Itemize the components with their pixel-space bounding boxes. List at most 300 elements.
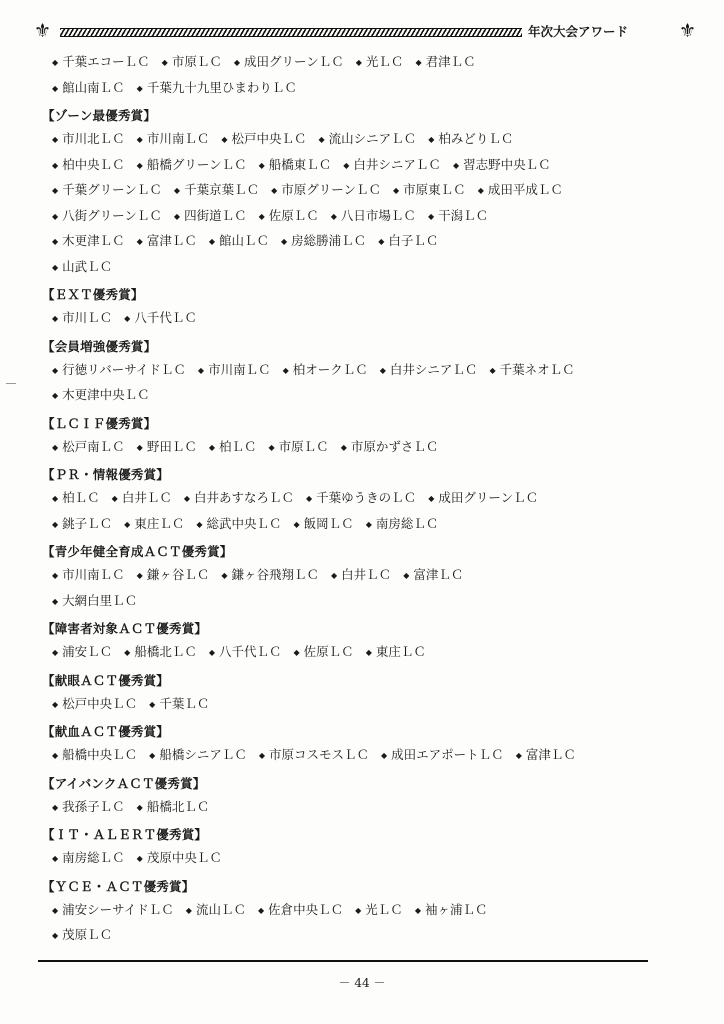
club-row [42, 691, 682, 717]
club-item [52, 152, 125, 179]
club-name: 八街グリーンＬＣ [62, 207, 162, 223]
club-name: 山武ＬＣ [62, 258, 113, 274]
diamond-bullet-icon: ◆ [197, 365, 205, 375]
club-name: 佐倉中央ＬＣ [268, 901, 344, 917]
club-item [378, 228, 438, 255]
diamond-bullet-icon: ◆ [52, 596, 59, 606]
diamond-bullet-icon: ◆ [52, 186, 59, 195]
club-name: 千葉グリーンＬＣ [62, 182, 162, 197]
diamond-bullet-icon: ◆ [355, 905, 362, 915]
club-name: 浦安ＬＣ [62, 644, 113, 659]
club-item [112, 485, 172, 512]
club-item [428, 203, 488, 230]
club-item [52, 691, 137, 718]
club-item [453, 152, 551, 179]
club-item [489, 357, 574, 384]
club-name: 市原コスモスＬＣ [269, 747, 370, 762]
diamond-bullet-icon: ◆ [208, 237, 215, 246]
section-heading: 【献血ＡＣＴ優秀賞】 [42, 724, 170, 739]
club-item [381, 742, 504, 769]
club-item [415, 49, 475, 76]
club-name: 佐原ＬＣ [268, 207, 319, 223]
award-section-lcif [42, 413, 682, 460]
club-item [137, 75, 297, 102]
club-item [415, 897, 488, 924]
club-name: 行徳リバーサイドＬＣ [62, 361, 186, 377]
diamond-bullet-icon: ◆ [258, 751, 265, 760]
diamond-bullet-icon: ◆ [136, 854, 143, 863]
margin-mark [6, 383, 16, 384]
club-row [42, 203, 682, 229]
club-name: 干潟ＬＣ [438, 207, 489, 223]
club-row [42, 357, 682, 383]
club-item [52, 511, 112, 538]
club-name: 千葉ＬＣ [159, 695, 210, 711]
club-name: 松戸南ＬＣ [62, 438, 125, 454]
club-item [52, 485, 100, 512]
club-item [52, 922, 112, 949]
section-heading: 【ＥＸＴ優秀賞】 [42, 287, 144, 302]
award-section-continued [42, 49, 682, 100]
club-name: 館山ＬＣ [219, 233, 270, 248]
diamond-bullet-icon: ◆ [52, 699, 59, 709]
club-row [42, 49, 682, 75]
diamond-bullet-icon: ◆ [161, 58, 168, 67]
diamond-bullet-icon: ◆ [52, 854, 59, 863]
diamond-bullet-icon: ◆ [427, 211, 435, 221]
club-item [184, 485, 294, 512]
section-heading: 【アイバンクＡＣＴ優秀賞】 [42, 775, 206, 791]
club-name: 市川南ＬＣ [146, 131, 210, 146]
diamond-bullet-icon: ◆ [268, 442, 275, 452]
club-row [42, 177, 682, 203]
award-section-zone [42, 105, 682, 279]
diamond-bullet-icon: ◆ [331, 571, 338, 580]
club-item [174, 203, 247, 230]
diamond-bullet-icon: ◆ [282, 365, 289, 375]
club-item [380, 357, 478, 384]
club-name: 千葉九十九里ひまわりＬＣ [146, 79, 297, 95]
club-item [294, 639, 354, 666]
club-name: 飯岡ＬＣ [303, 515, 354, 531]
diamond-bullet-icon: ◆ [196, 519, 203, 529]
diamond-bullet-icon: ◆ [365, 519, 372, 529]
diamond-bullet-icon: ◆ [52, 751, 59, 760]
club-name: 市原東ＬＣ [403, 182, 466, 197]
section-heading: 【ＹＣＥ・ＡＣＴ優秀賞】 [42, 878, 195, 894]
club-name: 白井あすなろＬＣ [194, 490, 295, 505]
club-item [331, 203, 416, 230]
diamond-bullet-icon: ◆ [428, 494, 435, 503]
diamond-bullet-icon: ◆ [515, 751, 522, 760]
diamond-bullet-icon: ◆ [330, 211, 337, 221]
award-section-ext [42, 284, 682, 331]
club-item [52, 203, 162, 230]
club-item [319, 126, 417, 153]
club-item [52, 588, 137, 615]
club-item [137, 228, 197, 255]
club-item [149, 742, 247, 769]
club-name: 習志野中央ＬＣ [463, 156, 551, 172]
club-item [124, 639, 197, 666]
diamond-bullet-icon: ◆ [52, 135, 59, 144]
club-name: 白子ＬＣ [388, 233, 439, 248]
club-row [42, 254, 682, 280]
diamond-bullet-icon: ◆ [52, 571, 59, 580]
diamond-bullet-icon: ◆ [136, 83, 143, 93]
club-name: 船橋グリーンＬＣ [146, 156, 247, 172]
diamond-bullet-icon: ◆ [343, 160, 350, 170]
award-section-eye [42, 670, 682, 717]
diamond-bullet-icon: ◆ [185, 905, 192, 915]
diamond-bullet-icon: ◆ [428, 135, 435, 144]
diamond-bullet-icon: ◆ [183, 494, 190, 503]
diamond-bullet-icon: ◆ [414, 905, 421, 915]
club-name: 成田グリーンＬＣ [244, 54, 344, 69]
diamond-bullet-icon: ◆ [271, 186, 278, 195]
club-item [52, 742, 137, 769]
section-heading: 【会員増強優秀賞】 [42, 338, 157, 354]
club-item [209, 434, 257, 461]
header-hatched-bar [60, 28, 522, 37]
club-item [137, 152, 247, 179]
club-item [124, 511, 184, 538]
diamond-bullet-icon: ◆ [208, 648, 215, 657]
diamond-bullet-icon: ◆ [393, 186, 400, 195]
club-row [42, 485, 682, 511]
diamond-bullet-icon: ◆ [415, 58, 422, 67]
diamond-bullet-icon: ◆ [452, 160, 460, 170]
club-name: 富津ＬＣ [413, 567, 464, 582]
diamond-bullet-icon: ◆ [52, 58, 59, 67]
club-item [259, 742, 369, 769]
club-item [137, 794, 210, 821]
diamond-bullet-icon: ◆ [173, 186, 181, 195]
club-name: 光ＬＣ [365, 54, 404, 69]
club-name: 市川南ＬＣ [208, 361, 271, 377]
club-item [209, 639, 282, 666]
club-item [196, 511, 281, 538]
club-item [137, 434, 197, 461]
club-item [52, 254, 112, 281]
club-item [428, 126, 513, 153]
section-heading: 【ゾーン最優秀賞】 [42, 108, 157, 123]
club-row [42, 228, 682, 254]
club-item [52, 897, 174, 924]
club-item [52, 845, 125, 872]
club-name: 銚子ＬＣ [62, 515, 113, 531]
diamond-bullet-icon: ◆ [136, 802, 143, 812]
club-name: 八千代ＬＣ [219, 644, 282, 659]
club-row [42, 639, 682, 665]
club-row [42, 511, 682, 537]
diamond-bullet-icon: ◆ [208, 442, 215, 452]
club-name: 流山シニアＬＣ [328, 131, 417, 146]
club-name: 鎌ヶ谷ＬＣ [146, 567, 210, 582]
club-item [52, 639, 112, 666]
club-item [221, 562, 319, 589]
club-item [331, 562, 391, 589]
club-name: 白井シニアＬＣ [389, 361, 478, 377]
section-heading: 【献眼ＡＣＴ優秀賞】 [42, 672, 170, 688]
club-item [52, 305, 112, 332]
award-section-italert [42, 824, 682, 871]
club-item [366, 639, 426, 666]
club-item [234, 49, 344, 76]
section-heading: 【障害者対象ＡＣＴ優秀賞】 [42, 621, 208, 636]
club-item [306, 485, 416, 512]
diamond-bullet-icon: ◆ [365, 648, 372, 657]
club-item [52, 126, 125, 153]
club-name: 船橋北ＬＣ [146, 798, 210, 814]
diamond-bullet-icon: ◆ [52, 442, 59, 452]
club-row [42, 382, 682, 408]
club-name: 市川北ＬＣ [62, 131, 125, 146]
page-header [30, 20, 696, 46]
club-name: 東庄ＬＣ [375, 644, 426, 659]
diamond-bullet-icon: ◆ [149, 699, 156, 709]
club-name: 松戸中央ＬＣ [231, 131, 307, 146]
diamond-bullet-icon: ◆ [381, 751, 388, 760]
footer-rule [38, 960, 648, 962]
diamond-bullet-icon: ◆ [52, 391, 59, 400]
award-section-yce [42, 876, 682, 948]
diamond-bullet-icon: ◆ [52, 802, 59, 812]
club-name: 千葉ネオＬＣ [499, 361, 575, 377]
diamond-bullet-icon: ◆ [306, 494, 313, 503]
diamond-bullet-icon: ◆ [136, 237, 143, 246]
club-name: 袖ヶ浦ＬＣ [424, 901, 488, 917]
diamond-bullet-icon: ◆ [258, 160, 265, 170]
club-item [186, 897, 246, 924]
award-section-youth [42, 541, 682, 613]
diamond-bullet-icon: ◆ [233, 58, 240, 67]
diamond-bullet-icon: ◆ [318, 135, 325, 144]
diamond-bullet-icon: ◆ [52, 905, 59, 915]
club-name: 大網白里ＬＣ [62, 592, 138, 608]
club-item [52, 382, 150, 409]
club-name: 船橋シニアＬＣ [159, 747, 247, 762]
diamond-bullet-icon: ◆ [293, 648, 300, 657]
diamond-bullet-icon: ◆ [136, 135, 143, 144]
diamond-bullet-icon: ◆ [52, 262, 59, 272]
diamond-bullet-icon: ◆ [221, 135, 228, 144]
diamond-bullet-icon: ◆ [378, 237, 385, 246]
diamond-bullet-icon: ◆ [149, 751, 156, 760]
diamond-bullet-icon: ◆ [52, 314, 59, 323]
club-item [403, 562, 463, 589]
club-item [52, 228, 125, 255]
club-item [281, 228, 366, 255]
club-item [428, 485, 538, 512]
diamond-bullet-icon: ◆ [52, 931, 59, 940]
section-heading: 【ＩＴ・ＡＬＥＲＴ優秀賞】 [42, 827, 208, 842]
diamond-bullet-icon: ◆ [257, 905, 265, 915]
club-name: 市川ＬＣ [62, 310, 113, 325]
section-heading: 【ＬＣＩＦ優秀賞】 [42, 415, 157, 431]
club-name: 流山ＬＣ [195, 901, 246, 917]
club-row [42, 922, 682, 948]
club-name: 茂原ＬＣ [62, 927, 113, 942]
club-name: 八日市場ＬＣ [340, 207, 416, 223]
diamond-bullet-icon: ◆ [258, 211, 265, 221]
club-item [52, 562, 125, 589]
club-item [283, 357, 368, 384]
club-name: 浦安シーサイドＬＣ [62, 901, 174, 917]
club-item [294, 511, 354, 538]
club-name: 富津ＬＣ [525, 747, 576, 762]
club-item [137, 562, 210, 589]
club-name: 柏ＬＣ [62, 490, 100, 505]
diamond-bullet-icon: ◆ [52, 519, 59, 529]
club-row [42, 562, 682, 588]
club-row [42, 126, 682, 152]
diamond-bullet-icon: ◆ [379, 365, 386, 375]
header-title: 年次大会アワード [528, 24, 629, 39]
club-item [52, 794, 125, 821]
club-name: 木更津ＬＣ [62, 233, 125, 248]
club-name: 八千代ＬＣ [134, 310, 197, 325]
club-item [124, 305, 197, 332]
club-item [198, 357, 271, 384]
club-name: 柏みどりＬＣ [438, 131, 514, 146]
diamond-bullet-icon: ◆ [281, 237, 288, 246]
diamond-bullet-icon: ◆ [136, 160, 143, 170]
club-item [221, 126, 306, 153]
award-section-blood [42, 721, 682, 768]
award-list [42, 49, 682, 948]
diamond-bullet-icon: ◆ [489, 365, 496, 375]
club-item [137, 126, 210, 153]
club-item [259, 203, 319, 230]
club-row [42, 897, 682, 923]
club-row [42, 845, 682, 871]
diamond-bullet-icon: ◆ [136, 571, 143, 580]
club-name: 千葉京葉ＬＣ [184, 182, 260, 197]
club-row [42, 75, 682, 101]
diamond-bullet-icon: ◆ [52, 648, 59, 657]
club-name: 市原ＬＣ [278, 438, 329, 454]
diamond-bullet-icon: ◆ [221, 571, 228, 580]
diamond-bullet-icon: ◆ [52, 211, 59, 221]
club-item [478, 177, 563, 204]
diamond-bullet-icon: ◆ [52, 237, 59, 246]
club-name: 茂原中央ＬＣ [146, 850, 222, 865]
diamond-bullet-icon: ◆ [52, 83, 59, 93]
diamond-bullet-icon: ◆ [403, 571, 410, 580]
diamond-bullet-icon: ◆ [340, 442, 347, 452]
club-name: 成田平成ＬＣ [487, 182, 563, 197]
club-item [258, 897, 343, 924]
club-name: 千葉ゆうきのＬＣ [316, 490, 417, 505]
club-item [52, 434, 125, 461]
club-name: 市原グリーンＬＣ [281, 182, 382, 197]
club-name: 富津ＬＣ [146, 233, 197, 248]
club-name: 総武中央ＬＣ [206, 515, 282, 531]
diamond-bullet-icon: ◆ [293, 519, 300, 529]
diamond-bullet-icon: ◆ [124, 519, 131, 529]
club-name: 市原かずさＬＣ [350, 438, 439, 454]
diamond-bullet-icon: ◆ [173, 211, 181, 221]
club-item [355, 897, 403, 924]
club-item [52, 357, 186, 384]
diamond-bullet-icon: ◆ [52, 365, 59, 375]
club-item [356, 49, 404, 76]
club-name: 光ＬＣ [365, 901, 403, 917]
award-section-disabled [42, 618, 682, 665]
section-heading: 【青少年健全育成ＡＣＴ優秀賞】 [42, 544, 233, 559]
club-item [209, 228, 269, 255]
diamond-bullet-icon: ◆ [124, 648, 131, 657]
club-name: 市原ＬＣ [171, 54, 222, 69]
fleur-de-lis-icon: ⚜ [678, 20, 696, 42]
club-name: 四街道ＬＣ [184, 207, 247, 223]
club-name: 木更津中央ＬＣ [62, 387, 150, 402]
club-name: 成田エアポートＬＣ [391, 747, 504, 762]
diamond-bullet-icon: ◆ [52, 494, 59, 503]
diamond-bullet-icon: ◆ [124, 314, 131, 323]
club-name: 柏中央ＬＣ [62, 156, 125, 172]
club-item [343, 152, 441, 179]
club-name: 松戸中央ＬＣ [62, 695, 138, 711]
club-item [149, 691, 209, 718]
section-heading: 【ＰＲ・情報優秀賞】 [42, 467, 170, 482]
diamond-bullet-icon: ◆ [136, 442, 143, 452]
club-name: 市川南ＬＣ [62, 567, 125, 582]
club-item [52, 177, 162, 204]
club-item [52, 75, 125, 102]
fleur-de-lis-icon: ⚜ [34, 20, 52, 42]
club-item [516, 742, 576, 769]
club-name: 船橋中央ＬＣ [62, 747, 138, 762]
club-name: 白井シニアＬＣ [353, 156, 441, 172]
club-row [42, 742, 682, 768]
award-section-member [42, 336, 682, 408]
club-item [271, 177, 381, 204]
club-name: 白井ＬＣ [341, 567, 392, 582]
club-item [341, 434, 439, 461]
diamond-bullet-icon: ◆ [477, 186, 484, 195]
club-row [42, 588, 682, 614]
club-item [174, 177, 259, 204]
club-name: 南房総ＬＣ [62, 850, 125, 865]
diamond-bullet-icon: ◆ [111, 494, 118, 503]
club-item [137, 845, 222, 872]
club-name: 君津ＬＣ [425, 54, 476, 69]
club-name: 鎌ヶ谷飛翔ＬＣ [231, 567, 320, 582]
club-item [366, 511, 439, 538]
club-name: 船橋北ＬＣ [134, 644, 197, 659]
club-item [259, 152, 332, 179]
club-name: 我孫子ＬＣ [62, 798, 125, 814]
club-name: 佐原ＬＣ [303, 644, 354, 659]
club-name: 東庄ＬＣ [134, 515, 185, 531]
award-section-eyebank [42, 773, 682, 820]
club-item [52, 49, 150, 76]
diamond-bullet-icon: ◆ [355, 58, 362, 67]
club-name: 白井ＬＣ [121, 490, 172, 505]
club-row [42, 152, 682, 178]
club-name: 船橋東ＬＣ [268, 156, 332, 172]
award-section-pr [42, 464, 682, 536]
club-row [42, 305, 682, 331]
club-item [393, 177, 466, 204]
page-number: － 44 － [338, 976, 386, 990]
club-name: 館山南ＬＣ [62, 79, 125, 95]
club-item [269, 434, 329, 461]
club-row [42, 434, 682, 460]
club-name: 成田グリーンＬＣ [438, 490, 539, 505]
